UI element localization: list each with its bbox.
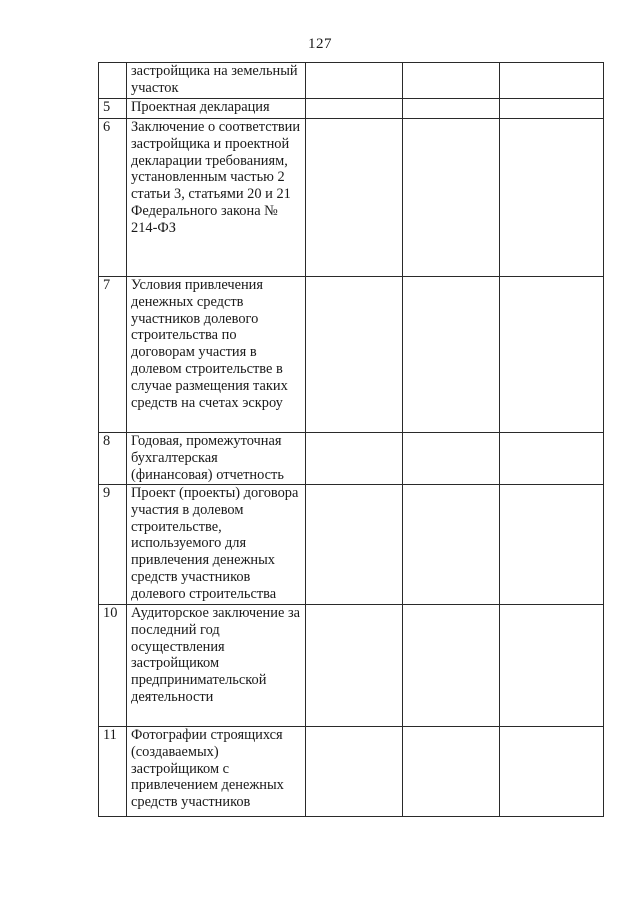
table-row: [99, 63, 604, 99]
empty-cell: [403, 485, 500, 605]
table-row: [99, 99, 604, 119]
row-name-cell: Проект (проекты) договора участия в долевом строительстве, используемого для привлечения денежных средств участников долевого строительства: [127, 485, 306, 605]
empty-cell: [306, 433, 403, 485]
row-name-cell: Фотографии строящихся (создаваемых) застройщиком с привлечением денежных средств участников: [127, 727, 306, 817]
empty-cell: [500, 727, 604, 817]
table-row: [99, 727, 604, 817]
empty-cell: [403, 63, 500, 99]
empty-cell: [403, 727, 500, 817]
empty-cell: [500, 485, 604, 605]
table-row: [99, 485, 604, 605]
row-number-cell: 9: [99, 485, 127, 605]
empty-cell: [306, 99, 403, 119]
row-name-cell: Заключение о соответствии застройщика и проектной декларации требованиям, установленным частью 2 статьи 3, статьями 20 и 21 Федерального закона № 214-ФЗ: [127, 119, 306, 277]
empty-cell: [403, 433, 500, 485]
row-name-cell: Аудиторское заключение за последний год осуществления застройщиком предпринимательской деятельности: [127, 605, 306, 727]
empty-cell: [306, 727, 403, 817]
row-number-cell: 10: [99, 605, 127, 727]
empty-cell: [403, 119, 500, 277]
empty-cell: [500, 99, 604, 119]
row-name-cell: Условия привлечения денежных средств участников долевого строительства по договорам участия в долевом строительстве в случае размещения таких средств на счетах эскроу: [127, 277, 306, 433]
empty-cell: [500, 277, 604, 433]
row-name-cell: застройщика на земельный участок: [127, 63, 306, 99]
empty-cell: [500, 119, 604, 277]
page-number: 127: [308, 36, 332, 52]
table-row: [99, 119, 604, 277]
empty-cell: [306, 485, 403, 605]
empty-cell: [306, 119, 403, 277]
row-number-cell: 8: [99, 433, 127, 485]
row-name-cell: Годовая, промежуточная бухгалтерская (финансовая) отчетность: [127, 433, 306, 485]
empty-cell: [500, 63, 604, 99]
empty-cell: [306, 277, 403, 433]
empty-cell: [403, 277, 500, 433]
document-table: [98, 62, 604, 817]
table-row: [99, 277, 604, 433]
empty-cell: [403, 605, 500, 727]
empty-cell: [500, 605, 604, 727]
row-number-cell: [99, 63, 127, 99]
table-row: [99, 433, 604, 485]
empty-cell: [306, 605, 403, 727]
row-name-cell: Проектная декларация: [127, 99, 306, 119]
empty-cell: [500, 433, 604, 485]
row-number-cell: 5: [99, 99, 127, 119]
table-row: [99, 605, 604, 727]
empty-cell: [403, 99, 500, 119]
empty-cell: [306, 63, 403, 99]
row-number-cell: 11: [99, 727, 127, 817]
row-number-cell: 6: [99, 119, 127, 277]
row-number-cell: 7: [99, 277, 127, 433]
